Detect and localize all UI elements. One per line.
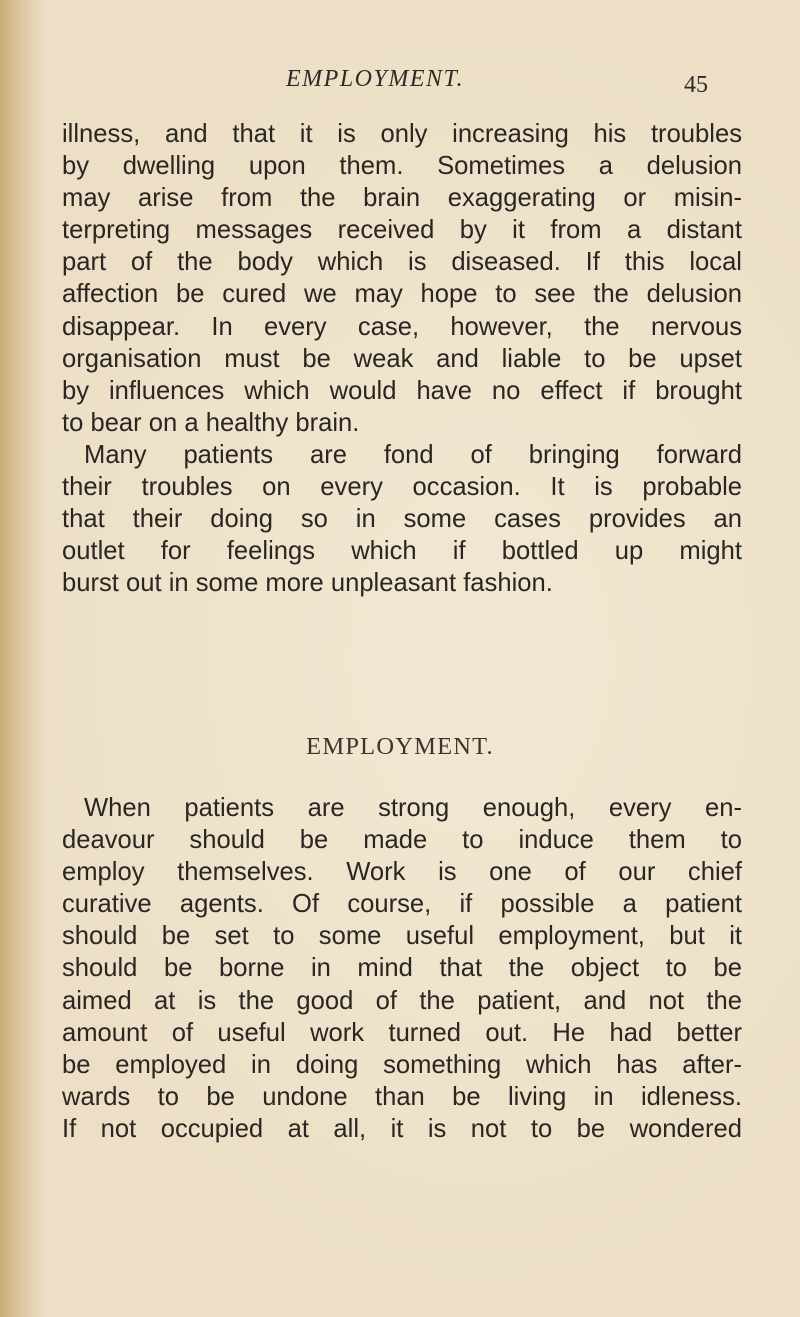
section-heading: EMPLOYMENT. bbox=[306, 733, 494, 760]
text-line: may arise from the brain exaggerating or misin- bbox=[62, 184, 742, 213]
text-line: by influences which would have no effect if brought bbox=[62, 376, 742, 405]
text-line: should be set to some useful employment, but it bbox=[62, 922, 742, 951]
text-line: illness, and that it is only increasing his troubles bbox=[62, 120, 742, 148]
running-title: EMPLOYMENT. bbox=[286, 66, 465, 92]
text-line: that their doing so in some cases provides an bbox=[62, 505, 742, 534]
text-line: When patients are strong enough, every en- bbox=[84, 794, 742, 822]
binding-shadow bbox=[0, 0, 46, 1317]
text-line: deavour should be made to induce them to bbox=[62, 826, 742, 855]
body-text-section-2 bbox=[62, 792, 742, 1145]
text-line: burst out in some more unpleasant fashion. bbox=[62, 569, 553, 598]
text-line: organisation must be weak and liable to be upset bbox=[62, 344, 742, 373]
text-line: terpreting messages received by it from a distant bbox=[62, 216, 742, 245]
text-line: be employed in doing something which has after- bbox=[62, 1050, 742, 1079]
text-line: to bear on a healthy brain. bbox=[62, 408, 360, 437]
text-line: outlet for feelings which if bottled up might bbox=[62, 537, 742, 566]
text-line: wards to be undone than be living in idleness. bbox=[62, 1082, 742, 1111]
text-line: If not occupied at all, it is not to be wondered bbox=[62, 1114, 742, 1143]
text-line: amount of useful work turned out. He had better bbox=[62, 1018, 742, 1047]
text-line: Many patients are fond of bringing forward bbox=[84, 440, 742, 469]
running-head bbox=[0, 66, 800, 96]
page-number: 45 bbox=[684, 72, 708, 98]
text-line: part of the body which is diseased. If this local bbox=[62, 248, 742, 277]
text-line: should be borne in mind that the object to be bbox=[62, 954, 742, 983]
text-line: employ themselves. Work is one of our chief bbox=[62, 858, 742, 887]
text-line: disappear. In every case, however, the nervous bbox=[62, 312, 742, 341]
text-line: affection be cured we may hope to see the delusion bbox=[62, 280, 742, 309]
body-text-section-1 bbox=[62, 118, 742, 599]
text-line: by dwelling upon them. Sometimes a delusion bbox=[62, 152, 742, 181]
text-line: curative agents. Of course, if possible a patient bbox=[62, 890, 742, 919]
text-line: their troubles on every occasion. It is probable bbox=[62, 473, 742, 502]
text-line: aimed at is the good of the patient, and not the bbox=[62, 986, 742, 1015]
